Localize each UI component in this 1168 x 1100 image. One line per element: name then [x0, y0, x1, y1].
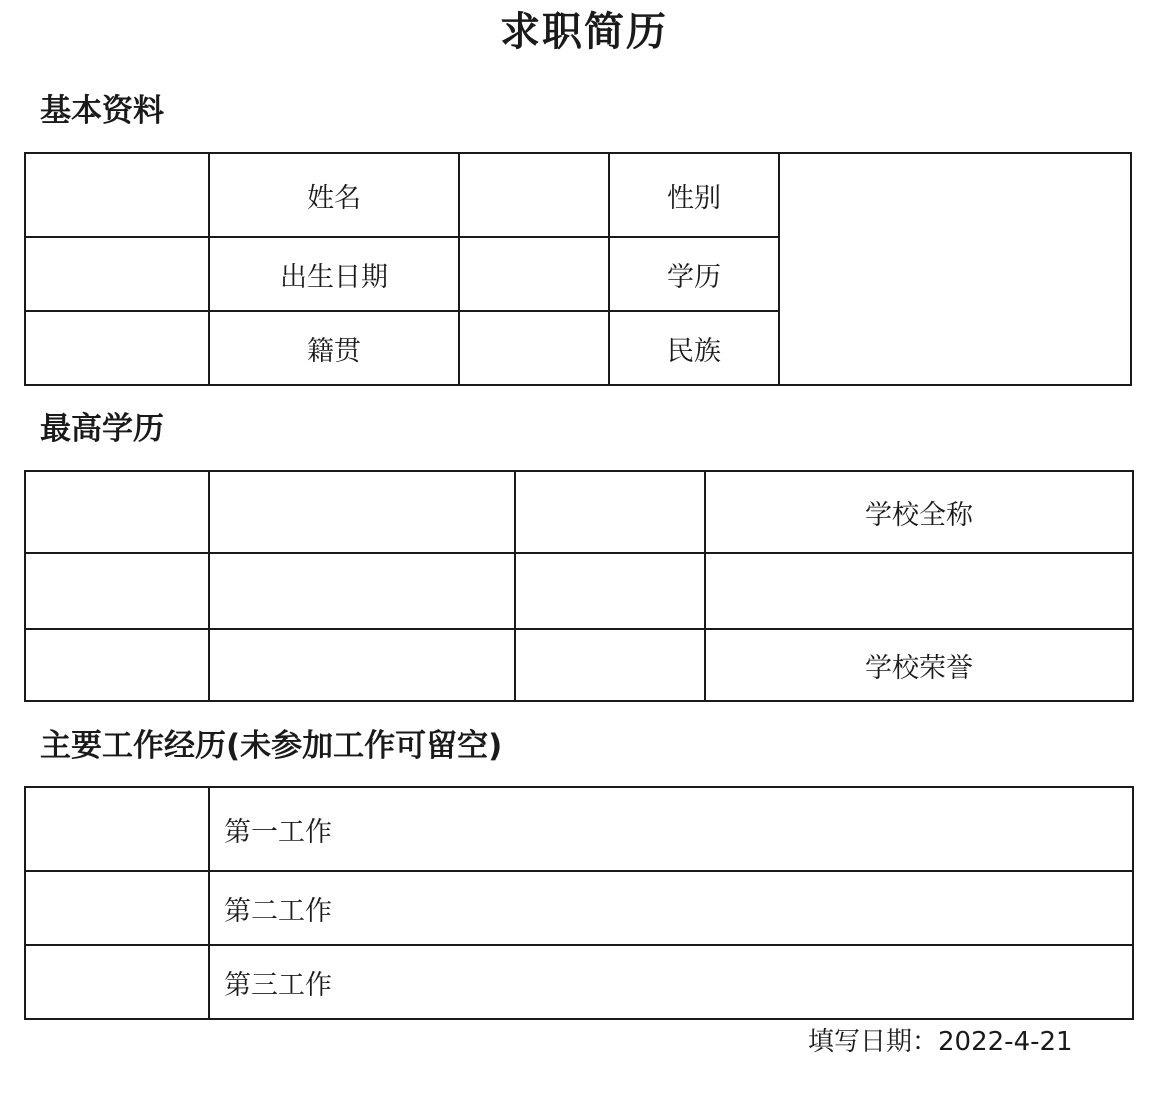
blank-cell[interactable] — [25, 471, 209, 553]
blank-cell[interactable] — [705, 553, 1133, 629]
gender-label: 性别 — [609, 153, 779, 237]
name-label: 姓名 — [209, 153, 459, 237]
blank-cell[interactable] — [25, 237, 209, 311]
school-honors-label: 学校荣誉 — [705, 629, 1133, 701]
basic-info-table — [24, 152, 1132, 386]
section-heading-basic-info: 基本资料 — [40, 93, 164, 129]
blank-cell[interactable] — [25, 871, 209, 945]
fill-date-value: 2022-4-21 — [938, 1027, 1073, 1057]
blank-cell[interactable] — [25, 553, 209, 629]
fill-date — [808, 1024, 1073, 1060]
education-label: 学历 — [609, 237, 779, 311]
table-row — [25, 787, 1133, 871]
fill-date-label: 填写日期： — [808, 1027, 939, 1057]
work-experience-table — [24, 786, 1134, 1020]
blank-cell[interactable] — [25, 153, 209, 237]
photo-cell[interactable] — [779, 153, 1131, 385]
blank-cell[interactable] — [25, 787, 209, 871]
blank-cell[interactable] — [25, 629, 209, 701]
blank-cell[interactable] — [515, 471, 705, 553]
second-job-label: 第二工作 — [209, 871, 1133, 945]
table-row — [25, 629, 1133, 701]
native-place-label: 籍贯 — [209, 311, 459, 385]
first-job-label: 第一工作 — [209, 787, 1133, 871]
native-place-value-cell[interactable] — [459, 311, 609, 385]
section-heading-work-experience: 主要工作经历(未参加工作可留空) — [40, 728, 503, 764]
blank-cell[interactable] — [515, 553, 705, 629]
table-row — [25, 153, 1131, 237]
blank-cell[interactable] — [25, 945, 209, 1019]
table-row — [25, 945, 1133, 1019]
birth-date-value-cell[interactable] — [459, 237, 609, 311]
blank-cell[interactable] — [25, 311, 209, 385]
section-heading-highest-education: 最高学历 — [40, 411, 164, 447]
blank-cell[interactable] — [515, 629, 705, 701]
ethnicity-label: 民族 — [609, 311, 779, 385]
school-full-name-label: 学校全称 — [705, 471, 1133, 553]
blank-cell[interactable] — [209, 553, 515, 629]
blank-cell[interactable] — [209, 471, 515, 553]
document-title: 求职简历 — [500, 9, 668, 55]
table-row — [25, 871, 1133, 945]
name-value-cell[interactable] — [459, 153, 609, 237]
blank-cell[interactable] — [209, 629, 515, 701]
table-row — [25, 553, 1133, 629]
third-job-label: 第三工作 — [209, 945, 1133, 1019]
highest-education-table — [24, 470, 1134, 702]
table-row — [25, 471, 1133, 553]
birth-date-label: 出生日期 — [209, 237, 459, 311]
